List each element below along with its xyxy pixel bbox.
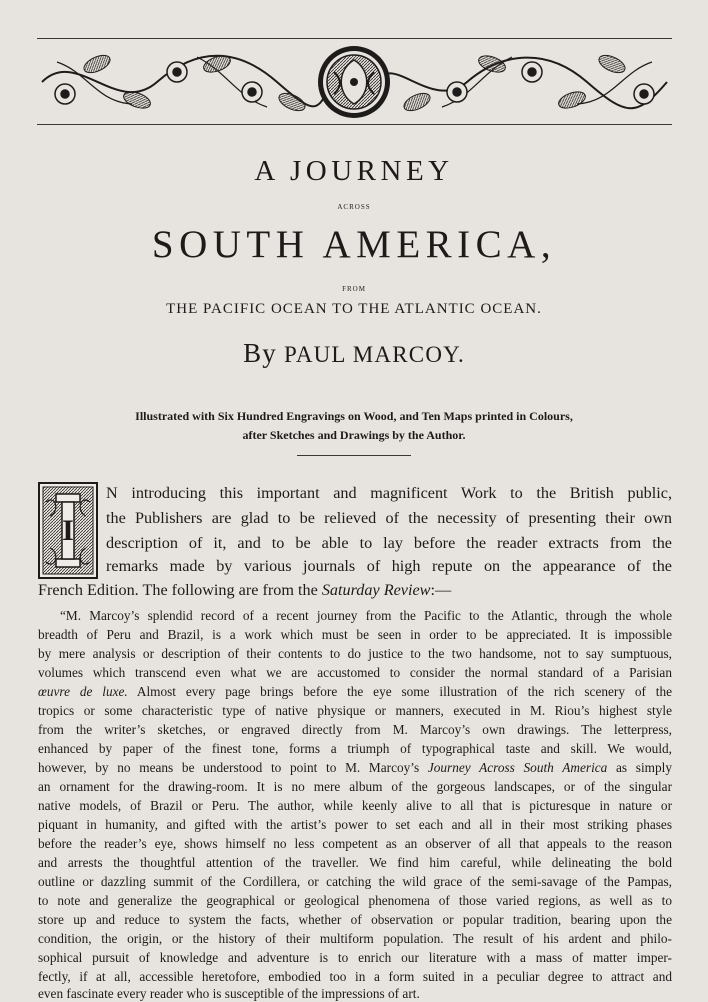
quote-line-5-rest: Almost every page brings before the eye some illustration of the rich scenery of the xyxy=(127,684,673,699)
quote-line-14: and arrests the thoughtful attention of the traveller. We find him careful, while delineating the bold xyxy=(38,855,672,870)
quote-line-13: before the reader’s eye, shows himself no less competent as an observer of all that appeals to the reason xyxy=(38,836,672,851)
quote-line-17: store up and reduce to system the facts, whether of observation or popular tradition, bearing upon the xyxy=(38,912,672,927)
intro-line-5-end: :— xyxy=(430,581,452,599)
quote-line-10: an ornament for the drawing-room. It is no mere album of the gorgeous landscapes, or of the singular xyxy=(38,779,672,794)
intro-line-1: N introducing this important and magnificent Work to the British public, xyxy=(106,484,672,502)
decorated-initial xyxy=(38,482,98,579)
quote-line-20: fectly, if at all, accessible heretofore, embodied too in a form suited in a peculiar degree to attract and xyxy=(38,969,672,984)
illustrations-note-line-2: after Sketches and Drawings by the Author. xyxy=(242,428,466,442)
title-line-pacific-atlantic: THE PACIFIC OCEAN TO THE ATLANTIC OCEAN. xyxy=(166,301,542,317)
intro-line-4: remarks made by various journals of high repute on the appearance of the xyxy=(106,557,672,575)
book-title-italic: Journey Across South America xyxy=(427,760,608,775)
quote-line-5-italic: œuvre de luxe. xyxy=(38,684,128,699)
quote-line-19: sophical pursuit of knowledge and adventure is to enrich our literature with a mass of matter imper- xyxy=(38,950,672,965)
floral-ornament-banner xyxy=(37,42,672,122)
illustrations-note-line-1: Illustrated with Six Hundred Engravings on Wood, and Ten Maps printed in Colours, xyxy=(135,409,573,423)
quote-line-7: from the writer’s sketches, or engraved directly from M. Marcoy’s own drawings. The letterpress, xyxy=(38,722,672,737)
quote-line-11: native models, of Brazil or Peru. The author, while keenly alive to all that is picturesque in nature or xyxy=(38,798,672,813)
title-word-from: FROM xyxy=(342,285,366,293)
quote-line-8: enhanced by paper of the finest tone, forms a triumph of typographical taste and skill. We would, xyxy=(38,741,672,756)
quote-line-9 xyxy=(38,760,672,776)
quote-line-2: breadth of Peru and Brazil, is a work which must be seen in order to be appreciated. It is impossible xyxy=(38,627,672,642)
quote-line-12: piquant in humanity, and gifted with the artist’s power to set each and all in their most striking phases xyxy=(38,817,672,832)
intro-line-2: the Publishers are glad to be relieved of the necessity of presenting their own xyxy=(106,509,672,527)
intro-line-3: description of it, and to be able to lay before the reader extracts from the xyxy=(106,534,672,552)
section-divider xyxy=(297,455,411,456)
byline xyxy=(0,338,708,369)
bottom-rule xyxy=(37,124,672,125)
quote-line-15: outline or dazzling summit of the Cordillera, or catching the wild grace of the semi-savage of the Pampas, xyxy=(38,874,672,889)
byline-author: PAUL MARCOY. xyxy=(283,342,465,367)
quote-line-16: to note and generalize the geographical or geological phenomena of those varied regions, as well as to xyxy=(38,893,672,908)
saturday-review-title: Saturday Review xyxy=(321,581,431,599)
quote-line-3: by mere analysis or description of their contents to do justice to the two handsome, not to say sumptuous, xyxy=(38,646,672,661)
title-line-south-america: SOUTH AMERICA, xyxy=(151,223,557,266)
top-rule xyxy=(37,38,672,39)
title-word-across: ACROSS xyxy=(337,203,371,211)
quote-line-21: even fascinate every reader who is susceptible of the impressions of art. xyxy=(38,986,420,1001)
intro-line-5-start: French Edition. The following are from the xyxy=(38,581,322,599)
quote-line-9-start: however, by no means be understood to point to M. Marcoy’s xyxy=(38,760,428,775)
decorated-initial-letter: I xyxy=(62,514,74,547)
byline-by: By xyxy=(243,338,277,368)
quote-line-5 xyxy=(38,684,672,700)
intro-line-5 xyxy=(38,580,672,600)
quote-line-6: tropics or some characteristic type of native physique or manners, executed in M. Riou’s highest style xyxy=(38,703,672,718)
quote-line-4: volumes which transcend even what we are accustomed to consider the normal standard of a Parisian xyxy=(38,665,672,680)
quote-line-1: “M. Marcoy’s splendid record of a recent journey from the Pacific to the Atlantic, through the whole xyxy=(60,608,672,623)
title-line-journey: A JOURNEY xyxy=(254,155,454,187)
quote-line-9-end: as simply xyxy=(607,760,673,775)
quote-line-18: condition, the origin, or the history of their multiform population. The result of his ardent and philo- xyxy=(38,931,672,946)
